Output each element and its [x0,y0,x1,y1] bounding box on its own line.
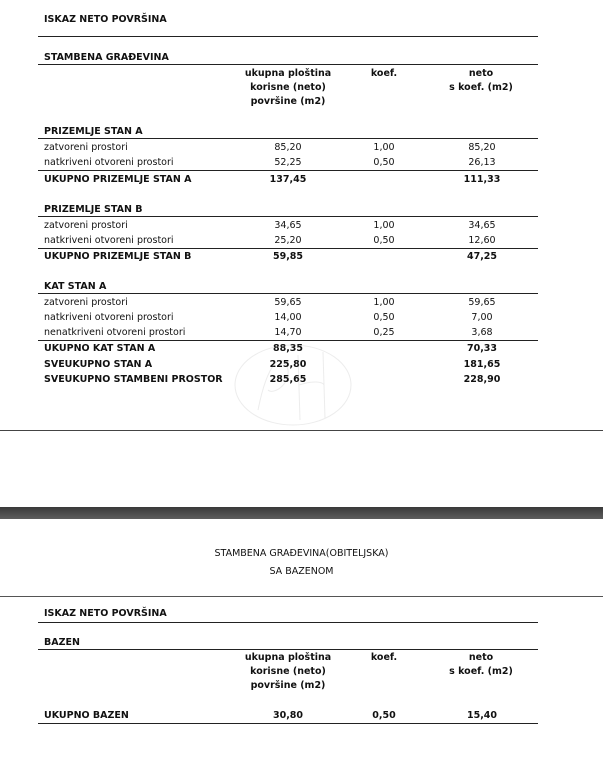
total-area: 137,45 [269,174,307,185]
row-neto: 7,00 [471,312,493,323]
row-neto: 12,60 [468,235,496,246]
divider [38,170,538,171]
total-neto: 111,33 [463,174,501,185]
sum-stan-a-area: 225,80 [269,359,307,370]
row-koef: 1,00 [373,220,395,231]
row-koef: 1,00 [373,142,395,153]
row-neto: 26,13 [468,157,496,168]
column-header-area: ukupna ploština korisne (neto) površine (m2) [244,68,332,107]
divider [38,248,538,249]
column-header-koef: koef. [370,68,398,79]
column-header-area: ukupna ploština korisne (neto) površine (m2) [244,652,332,691]
column-header-koef: koef. [370,652,398,663]
row-koef: 1,00 [373,297,395,308]
sum-total-label: SVEUKUPNO STAMBENI PROSTOR [44,374,223,385]
total-area: 59,85 [272,251,304,262]
page-heading-line1: STAMBENA GRAĐEVINA(OBITELJSKA) [214,548,389,559]
row-label: zatvoreni prostori [44,297,128,308]
row-area: 34,65 [274,220,302,231]
divider [38,36,538,37]
total-neto: 70,33 [466,343,498,354]
row-label: zatvoreni prostori [44,220,128,231]
row-label: zatvoreni prostori [44,142,128,153]
row-neto: 34,65 [468,220,496,231]
row-koef: 0,25 [373,327,395,338]
divider [38,293,538,294]
page-heading-line2: SA BAZENOM [269,566,334,577]
group-title: PRIZEMLJE STAN A [44,126,143,137]
total-neto: 47,25 [466,251,498,262]
row-label: natkriveni otvoreni prostori [44,312,174,323]
row-label: natkriveni otvoreni prostori [44,235,174,246]
divider [0,596,603,597]
divider [38,138,538,139]
row-area: 14,00 [274,312,302,323]
row-area: 59,65 [274,297,302,308]
row-neto: 3,68 [471,327,493,338]
row-neto: 59,65 [468,297,496,308]
total-label: UKUPNO PRIZEMLJE STAN B [44,251,192,262]
divider [38,723,538,724]
column-header-neto: neto s koef. (m2) [449,68,513,93]
divider [38,649,538,650]
document-title: ISKAZ NETO POVRŠINA [44,14,167,25]
total-koef: 0,50 [372,710,396,721]
page-gap [0,431,603,507]
page-separator [0,507,603,519]
total-area: 30,80 [272,710,304,721]
row-koef: 0,50 [373,235,395,246]
total-label: UKUPNO PRIZEMLJE STAN A [44,174,192,185]
divider [38,622,538,623]
group-title: PRIZEMLJE STAN B [44,204,143,215]
column-header-neto: neto s koef. (m2) [449,652,513,677]
group-title: KAT STAN A [44,281,107,292]
row-label: natkriveni otvoreni prostori [44,157,174,168]
sum-total-area: 285,65 [269,374,307,385]
divider [38,340,538,341]
row-koef: 0,50 [373,312,395,323]
row-area: 85,20 [274,142,302,153]
divider [38,216,538,217]
total-label: UKUPNO BAZEN [44,710,129,721]
row-koef: 0,50 [373,157,395,168]
document-title: ISKAZ NETO POVRŠINA [44,608,167,619]
sum-stan-a-label: SVEUKUPNO STAN A [44,359,153,370]
sum-total-neto: 228,90 [463,374,501,385]
divider [38,64,538,65]
row-label: nenatkriveni otvoreni prostori [44,327,186,338]
total-area: 88,35 [272,343,304,354]
section-title: STAMBENA GRAĐEVINA [44,52,169,63]
sum-stan-a-neto: 181,65 [463,359,501,370]
row-neto: 85,20 [468,142,496,153]
row-area: 14,70 [274,327,302,338]
total-label: UKUPNO KAT STAN A [44,343,156,354]
total-neto: 15,40 [466,710,498,721]
section-title: BAZEN [44,637,80,648]
row-area: 25,20 [274,235,302,246]
row-area: 52,25 [274,157,302,168]
